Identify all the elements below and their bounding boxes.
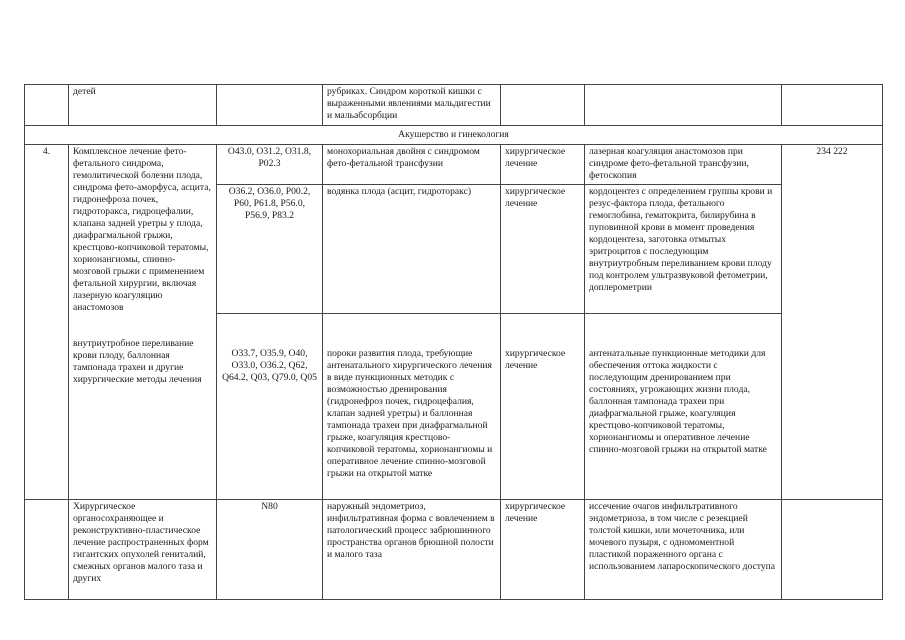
- cell-name: Хирургическое органосохраняющее и реконструктивно-пластическое лечение распространенных форм гигантских опухолей гениталий, смежных органов малого таза и других: [69, 500, 217, 600]
- cell-type: хирургическое лечение: [501, 500, 585, 600]
- cell-name: детей: [69, 85, 217, 126]
- cell-method: [585, 85, 782, 126]
- treatment-table: [24, 84, 883, 600]
- cell-type: хирургическое лечение: [501, 185, 585, 314]
- cell-name: [69, 145, 217, 500]
- cell-codes: [217, 85, 323, 126]
- cell-cost: [782, 500, 883, 600]
- cell-codes: N80: [217, 500, 323, 600]
- cell-disease: монохориальная двойня с синдромом фето-фетальной трансфузии: [323, 145, 501, 185]
- cell-type: хирургическое лечение: [501, 145, 585, 185]
- cell-method: кордоцентез с определением группы крови и резус-фактора плода, фетального гемоглобина, гематокрита, билирубина в пуповинной крови в момент проведения кордоцентеза, заготовка отмытых эритроцитов с последующим внутриутробным переливанием крови плоду под контролем ультразвуковой фетометрии, доплерометрии: [585, 185, 782, 314]
- cell-method: иссечение очагов инфильтративного эндометриоза, в том числе с резекцией толстой кишки, или мочеточника, или мочевого пузыря, с одномоментной пластикой пораженного органа с использованием лапароскопического доступа: [585, 500, 782, 600]
- cell-method: лазерная коагуляция анастомозов при синдроме фето-фетальной трансфузии, фетоскопия: [585, 145, 782, 185]
- cell-type: [501, 85, 585, 126]
- cell-cost: 234 222: [782, 145, 883, 500]
- cell-method: антенатальные пункционные методики для обеспечения оттока жидкости с последующим дренированием при состояниях, угрожающих жизни плода, баллонная тампонада трахеи при диафрагмальной грыже, коагуляция крестцово-копчиковой тератомы, хорионангиомы и оперативное лечение спинно-мозговой грыжи на открытой матке: [585, 314, 782, 500]
- method-name-part1: Комплексное лечение фето-фетального синдрома, гемолитической болезни плода, синдрома фето-аморфуса, асцита, гидронефроза почек, гидроторакса, гидроцефалии, клапана задней уретры у плода, диафрагмальной грыжи, крестцово-копчиковой тератомы, хорионангиомы, спинно-мозговой грыжи с применением фетальной хирургии, включая лазерную коагуляцию анастомозов: [73, 146, 211, 313]
- cell-cost: [782, 85, 883, 126]
- section-title: Акушерство и гинекология: [25, 126, 883, 145]
- cell-disease: наружный эндометриоз, инфильтративная форма с вовлечением в патологический процесс забрюшинного пространства органов брюшной полости и малого таза: [323, 500, 501, 600]
- table-row-item4-a: [25, 145, 883, 185]
- cell-disease: пороки развития плода, требующие антенатального хирургического лечения в виде пункционных методик с возможностью дренирования (гидронефроз почек, гидроцефалия, клапан задней уретры) и баллонная тампонада трахеи при диафрагмальной грыже, коагуляция крестцово-копчиковой тератомы, хорионангиомы и оперативное лечение спинно-мозговой грыжи на открытой матке: [323, 314, 501, 500]
- cell-number: [25, 500, 69, 600]
- table-row-top: [25, 85, 883, 126]
- cell-disease: водянка плода (асцит, гидроторакс): [323, 185, 501, 314]
- cell-codes: O33.7, O35.9, O40, O33.0, O36.2, Q62, Q64.2, Q03, Q79.0, Q05: [217, 314, 323, 500]
- cell-number: [25, 85, 69, 126]
- cell-codes: O36.2, O36.0, P00.2, P60, P61.8, P56.0, P56.9, P83.2: [217, 185, 323, 314]
- method-name-part2: внутриутробное переливание крови плоду, баллонная тампонада трахеи и другие хирургические методы лечения: [73, 338, 202, 385]
- cell-number: 4.: [25, 145, 69, 500]
- cell-type: хирургическое лечение: [501, 314, 585, 500]
- cell-codes: O43.0, O31.2, O31.8, P02.3: [217, 145, 323, 185]
- table-row-item5: [25, 500, 883, 600]
- cell-disease: рубриках. Синдром короткой кишки с выраженными явлениями мальдигестии и мальабсорбции: [323, 85, 501, 126]
- section-row: [25, 126, 883, 145]
